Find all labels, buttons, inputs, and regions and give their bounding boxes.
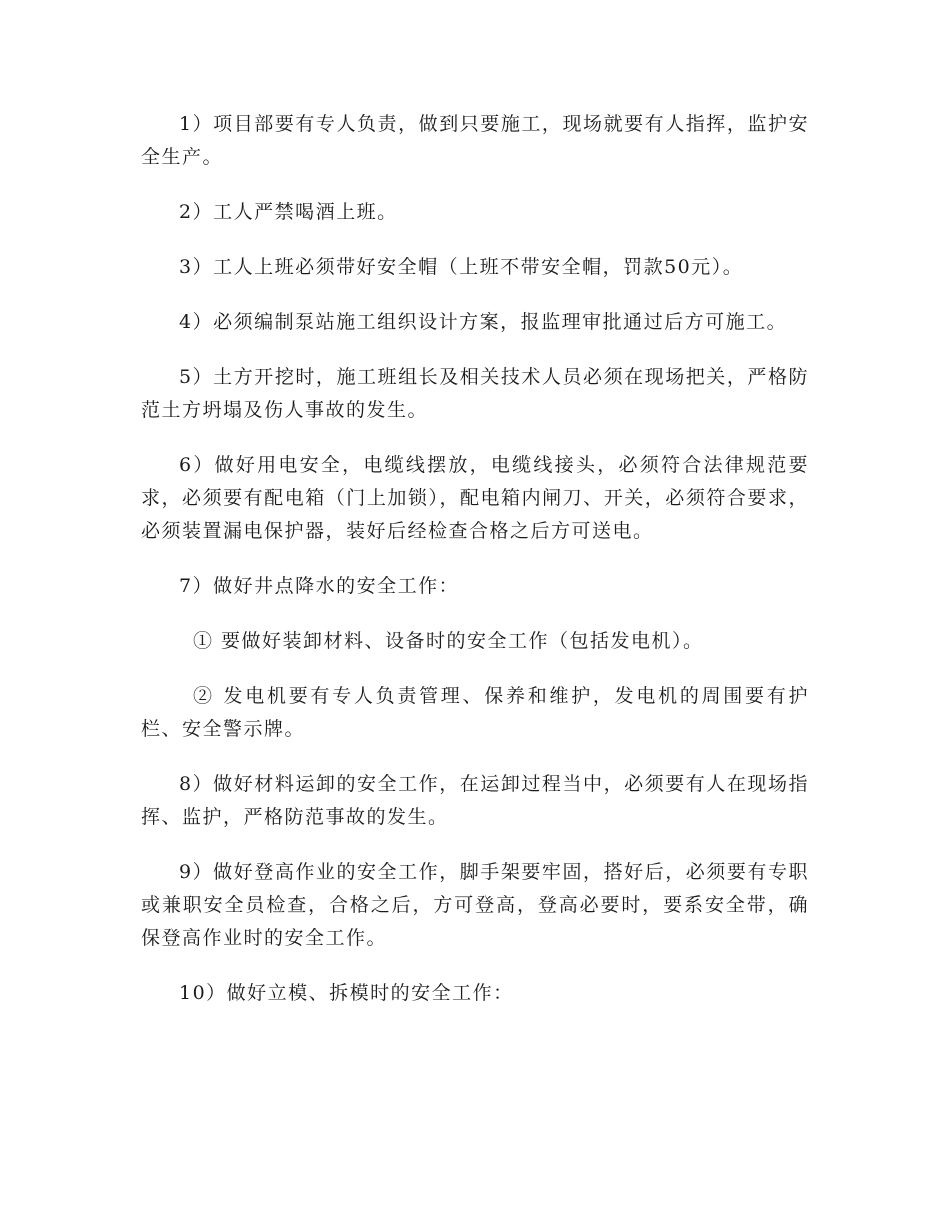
paragraph-7: 7）做好井点降水的安全工作： [179, 575, 460, 597]
paragraph-2: 2）工人严禁喝酒上班。 [179, 201, 398, 223]
paragraph-5: 5）土方开挖时，施工班组长及相关技术人员必须在现场把关，严格防范土方坍塌及伤人事故的发生。 [141, 366, 809, 421]
paragraph-3: 3）工人上班必须带好安全帽（上班不带安全帽，罚款50元）。 [179, 256, 744, 278]
paragraph-4: 4）必须编制泵站施工组织设计方案，报监理审批通过后方可施工。 [179, 311, 788, 333]
sub-item-1: ① 要做好装卸材料、设备时的安全工作（包括发电机）。 [193, 630, 704, 652]
paragraph-1: 1）项目部要有专人负责，做到只要施工，现场就要有人指挥，监护安全生产。 [141, 113, 809, 168]
paragraph-10: 10）做好立模、拆模时的安全工作： [179, 982, 514, 1004]
document-body [141, 108, 809, 1010]
sub-item-2: ② 发电机要有专人负责管理、保养和维护，发电机的周围要有护栏、安全警示牌。 [141, 685, 809, 740]
paragraph-9: 9）做好登高作业的安全工作，脚手架要牢固，搭好后，必须要有专职或兼职安全员检查，合格之后，方可登高，登高必要时，要系安全带，确保登高作业时的安全工作。 [141, 861, 809, 949]
paragraph-8: 8）做好材料运卸的安全工作，在运卸过程当中，必须要有人在现场指挥、监护，严格防范事故的发生。 [141, 773, 809, 828]
paragraph-6: 6）做好用电安全，电缆线摆放，电缆线接头，必须符合法律规范要求，必须要有配电箱（门上加锁），配电箱内闸刀、开关，必须符合要求，必须装置漏电保护器，装好后经检查合格之后方可送电。 [141, 454, 809, 542]
